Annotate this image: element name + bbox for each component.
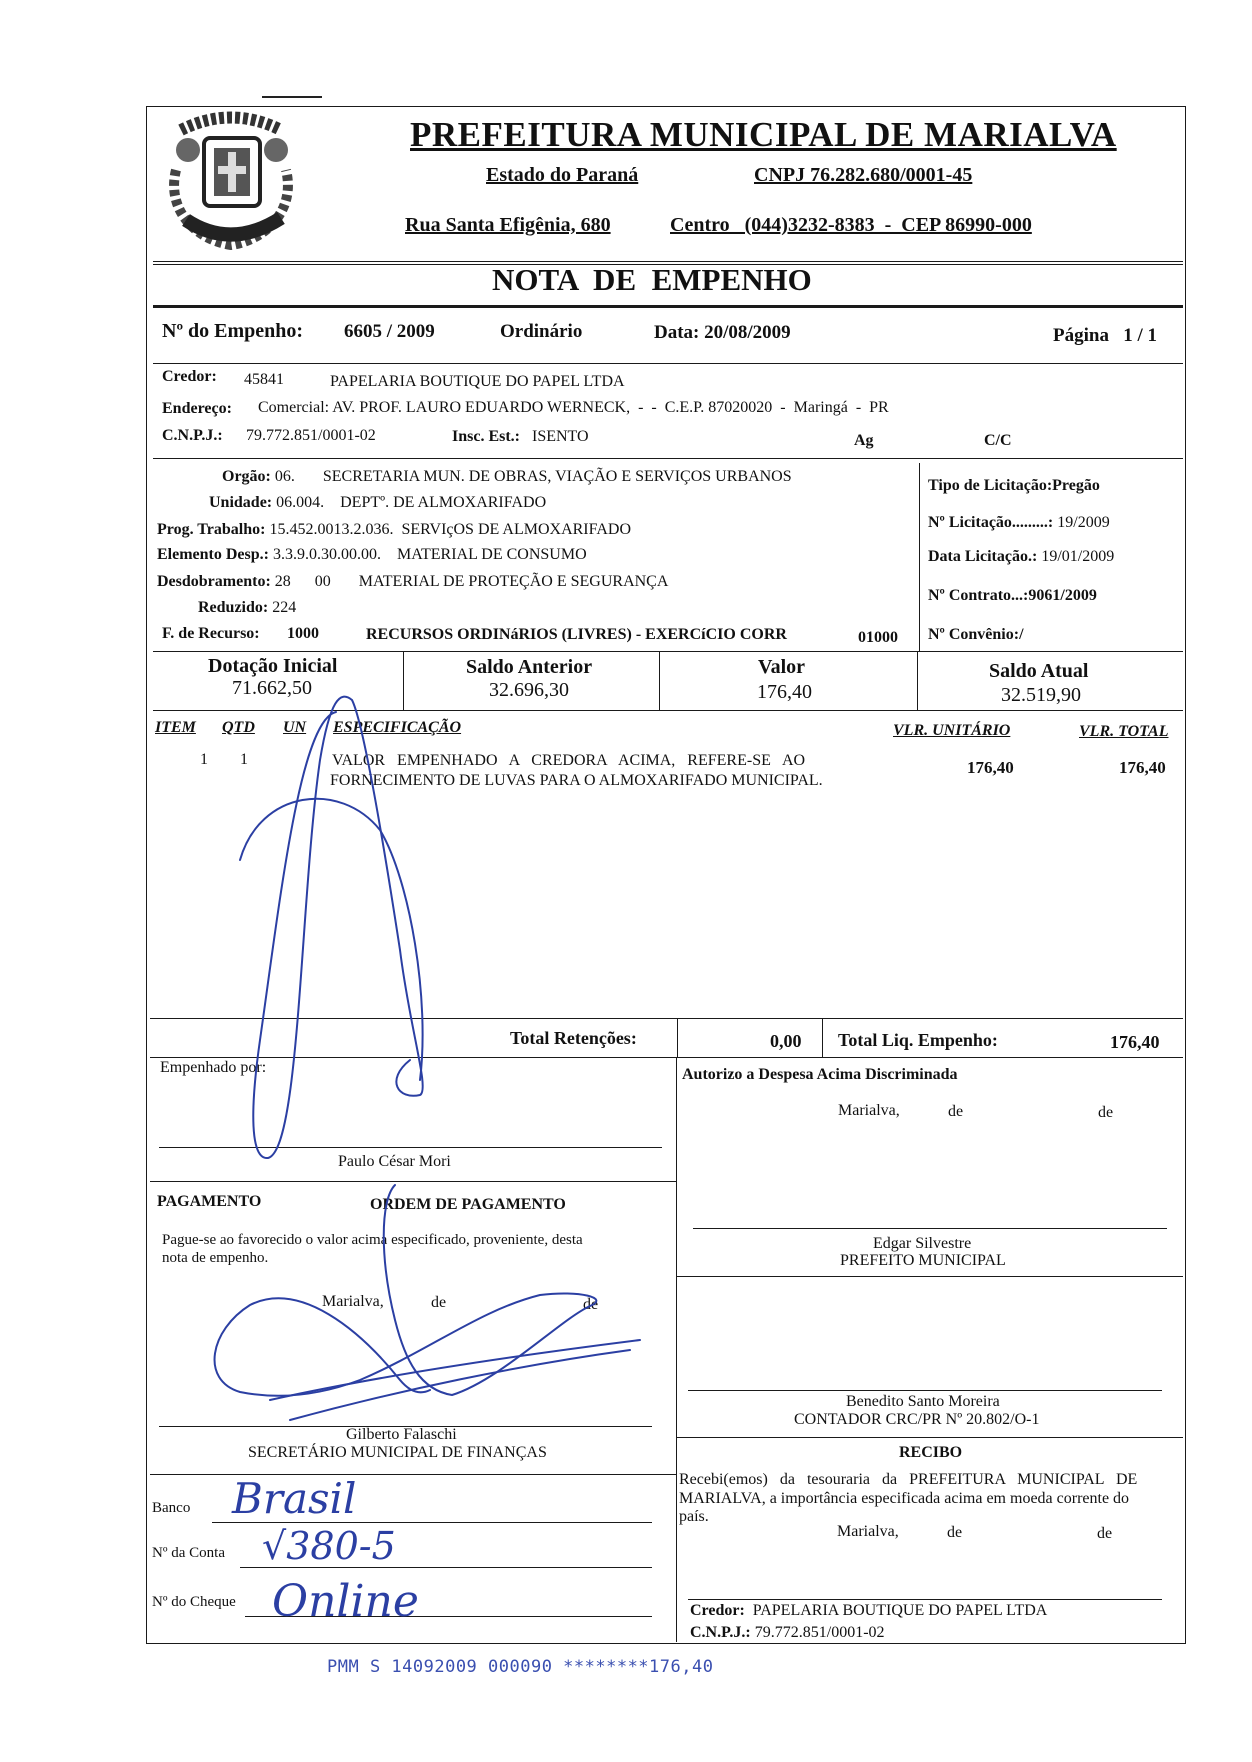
licitacao-date-row	[928, 548, 1114, 566]
empenhado-name: Paulo César Mori	[338, 1153, 451, 1170]
ordem-pagamento-label: ORDEM DE PAGAMENTO	[370, 1196, 566, 1213]
scan-mark	[262, 96, 322, 98]
column-header-unit-value: VLR. UNITÁRIO	[893, 722, 1011, 739]
signature-line	[693, 1228, 1167, 1229]
recibo-de-1: de	[947, 1524, 963, 1541]
recibo-credor-label: Credor:	[690, 1602, 745, 1619]
credor-name: PAPELARIA BOUTIQUE DO PAPEL LTDA	[330, 373, 625, 390]
divider	[677, 1018, 678, 1057]
pagamento-de-2: de	[583, 1296, 599, 1313]
item-spec-line2: FORNECIMENTO DE LUVAS PARA O ALMOXARIFADO MUNICIPAL.	[330, 772, 823, 789]
licitacao-number-row	[928, 514, 1110, 532]
street-address: Rua Santa Efigênia, 680	[405, 214, 611, 236]
contador-name: Benedito Santo Moreira	[846, 1393, 1000, 1410]
recurso-code-2: 01000	[858, 629, 898, 646]
unidade-value: 06.004. DEPTº. DE ALMOXARIFADO	[276, 494, 547, 511]
signature-line	[688, 1599, 1162, 1600]
column-header-qtd: QTD	[222, 719, 255, 736]
pagamento-text-1: Pague-se ao favorecido o valor acima especificado, proveniente, desta	[162, 1232, 583, 1248]
dotacao-value: 71.662,50	[232, 677, 312, 699]
payment-stamp: PMM S 14092009 000090 ********176,40	[327, 1657, 714, 1677]
cnpj-label: C.N.P.J.:	[162, 427, 223, 444]
signature-line	[159, 1147, 662, 1148]
unidade-row	[209, 494, 546, 512]
secretario-role: SECRETÁRIO MUNICIPAL DE FINANÇAS	[248, 1444, 547, 1461]
credor-cnpj: 79.772.851/0001-02	[246, 427, 376, 444]
divider	[676, 1276, 1183, 1277]
recibo-line-2: MARIALVA, a importância especificada acima em moeda corrente do	[679, 1490, 1130, 1507]
column-header-total-value: VLR. TOTAL	[1079, 723, 1169, 740]
orgao-row	[222, 468, 792, 486]
empenho-kind: Ordinário	[500, 321, 583, 342]
divider	[153, 305, 1183, 308]
licitacao-date-label: Data Licitação.:	[928, 548, 1038, 565]
municipal-coat-of-arms-icon	[156, 100, 306, 250]
insc-value: ISENTO	[532, 428, 589, 445]
orgao-label: Orgão:	[222, 468, 271, 485]
state-label: Estado do Paraná	[486, 164, 639, 186]
divider	[676, 1057, 677, 1642]
item-unit-value: 176,40	[967, 758, 1014, 777]
dotacao-label: Dotação Inicial	[208, 655, 338, 677]
prog-value: 15.452.0013.2.036. SERVIçOS DE ALMOXARIFADO	[269, 521, 631, 538]
item-number: 1	[200, 751, 208, 768]
pagamento-text-2: nota de empenho.	[162, 1250, 269, 1266]
column-header-item: ITEM	[155, 719, 196, 736]
contact-address: Centro (044)3232-8383 - CEP 86990-000	[670, 214, 1032, 236]
recibo-credor-row	[690, 1602, 1047, 1620]
municipality-title: PREFEITURA MUNICIPAL DE MARIALVA	[410, 115, 1117, 154]
reduzido-row	[198, 599, 296, 617]
convenio-number: Nº Convênio:/	[928, 626, 1024, 643]
divider	[150, 1474, 676, 1475]
divider	[153, 458, 1183, 459]
secretario-name: Gilberto Falaschi	[346, 1426, 457, 1443]
prefeito-role: PREFEITO MUNICIPAL	[840, 1252, 1006, 1269]
recibo-line-3: país.	[679, 1508, 709, 1525]
pagamento-label: PAGAMENTO	[157, 1193, 262, 1210]
column-header-un: UN	[283, 719, 307, 736]
recurso-label: F. de Recurso:	[162, 625, 260, 642]
agency-label: Ag	[854, 432, 874, 449]
empenho-label: Nº do Empenho:	[162, 320, 304, 342]
conta-handwritten: √380-5	[262, 1524, 396, 1568]
unidade-label: Unidade:	[209, 494, 273, 511]
credor-code: 45841	[244, 371, 284, 388]
desdobramento-row	[157, 573, 668, 591]
divider	[403, 651, 404, 710]
cheque-label: Nº do Cheque	[152, 1594, 236, 1610]
elemento-row	[157, 546, 587, 564]
valor-label: Valor	[758, 656, 806, 678]
item-total-value: 176,40	[1119, 758, 1166, 777]
prog-row	[157, 521, 631, 539]
autorizo-de-1: de	[948, 1103, 964, 1120]
contador-role: CONTADOR CRC/PR Nº 20.802/O-1	[794, 1411, 1040, 1428]
elemento-value: 3.3.9.0.30.00.00. MATERIAL DE CONSUMO	[272, 546, 587, 563]
desdobramento-label: Desdobramento:	[157, 573, 271, 590]
saldo-anterior-label: Saldo Anterior	[466, 656, 593, 678]
divider	[919, 463, 920, 651]
saldo-atual-label: Saldo Atual	[989, 660, 1089, 682]
recurso-code: 1000	[287, 625, 319, 642]
valor-value: 176,40	[757, 681, 812, 703]
cheque-handwritten: Online	[272, 1576, 419, 1627]
recurso-description: RECURSOS ORDINáRIOS (LIVRES) - EXERCíCIO CORR	[366, 626, 787, 643]
banco-label: Banco	[152, 1500, 191, 1516]
licitacao-number-label: Nº Licitação.........:	[928, 514, 1054, 531]
column-header-spec: ESPECIFICAÇÃO	[333, 719, 462, 736]
divider	[150, 1181, 676, 1182]
autorizo-label: Autorizo a Despesa Acima Discriminada	[682, 1066, 958, 1083]
empenho-date: Data: 20/08/2009	[654, 322, 791, 343]
credor-address: Comercial: AV. PROF. LAURO EDUARDO WERNECK, - - C.E.P. 87020020 - Maringá - PR	[258, 399, 889, 416]
divider	[822, 1018, 823, 1057]
recibo-credor-name: PAPELARIA BOUTIQUE DO PAPEL LTDA	[752, 1602, 1048, 1619]
recibo-place: Marialva,	[837, 1523, 899, 1540]
divider	[659, 651, 660, 710]
divider	[150, 1018, 1183, 1019]
prefeito-name: Edgar Silvestre	[873, 1235, 972, 1252]
pagamento-place: Marialva,	[322, 1293, 384, 1310]
saldo-atual-value: 32.519,90	[1001, 684, 1081, 706]
recibo-label: RECIBO	[899, 1444, 963, 1461]
cnpj-label: CNPJ 76.282.680/0001-45	[754, 164, 973, 186]
conta-label: Nº da Conta	[152, 1545, 225, 1561]
account-label: C/C	[984, 432, 1012, 449]
recibo-line-1: Recebi(emos) da tesouraria da PREFEITURA MUNICIPAL DE	[679, 1471, 1138, 1488]
liq-empenho-value: 176,40	[1110, 1032, 1160, 1052]
orgao-value: 06. SECRETARIA MUN. DE OBRAS, VIAÇÃO E SERVIÇOS URBANOS	[274, 468, 792, 485]
divider	[917, 651, 918, 710]
credor-label: Credor:	[162, 368, 217, 385]
licitacao-date: 19/01/2009	[1041, 548, 1115, 565]
retencoes-value: 0,00	[770, 1031, 802, 1051]
item-spec-line1: VALOR EMPENHADO A CREDORA ACIMA, REFERE-SE AO	[332, 752, 806, 769]
desdobramento-value: 28 00 MATERIAL DE PROTEÇÃO E SEGURANÇA	[274, 573, 669, 590]
item-qty: 1	[240, 751, 248, 768]
autorizo-de-2: de	[1098, 1104, 1114, 1121]
signature-line	[688, 1390, 1162, 1391]
divider	[153, 651, 1183, 652]
recibo-cnpj-label: C.N.P.J.:	[690, 1624, 751, 1641]
empenhado-label: Empenhado por:	[160, 1059, 267, 1076]
pagamento-de-1: de	[431, 1294, 447, 1311]
recibo-cnpj: 79.772.851/0001-02	[754, 1624, 885, 1641]
recibo-cnpj-row	[690, 1624, 885, 1642]
elemento-label: Elemento Desp.:	[157, 546, 269, 563]
insc-label: Insc. Est.:	[452, 428, 521, 445]
page-number: Página 1 / 1	[1053, 325, 1157, 346]
divider	[676, 1437, 1183, 1438]
retencoes-label: Total Retenções:	[510, 1028, 637, 1048]
saldo-anterior-value: 32.696,30	[489, 679, 569, 701]
reduzido-label: Reduzido:	[198, 599, 269, 616]
banco-handwritten: Brasil	[232, 1474, 357, 1523]
licitacao-number: 19/2009	[1057, 514, 1110, 531]
prog-label: Prog. Trabalho:	[157, 521, 266, 538]
tipo-licitacao: Tipo de Licitação:Pregão	[928, 477, 1100, 494]
address-label: Endereço:	[162, 400, 232, 417]
contrato-number: Nº Contrato...:9061/2009	[928, 587, 1097, 604]
liq-empenho-label: Total Liq. Empenho:	[838, 1030, 998, 1050]
divider	[150, 1057, 1183, 1058]
document-title: NOTA DE EMPENHO	[492, 262, 812, 297]
reduzido-value: 224	[272, 599, 297, 616]
divider	[153, 710, 1183, 711]
divider	[153, 363, 1183, 364]
empenho-number: 6605 / 2009	[344, 321, 435, 342]
recibo-de-2: de	[1097, 1525, 1113, 1542]
autorizo-place: Marialva,	[838, 1102, 900, 1119]
